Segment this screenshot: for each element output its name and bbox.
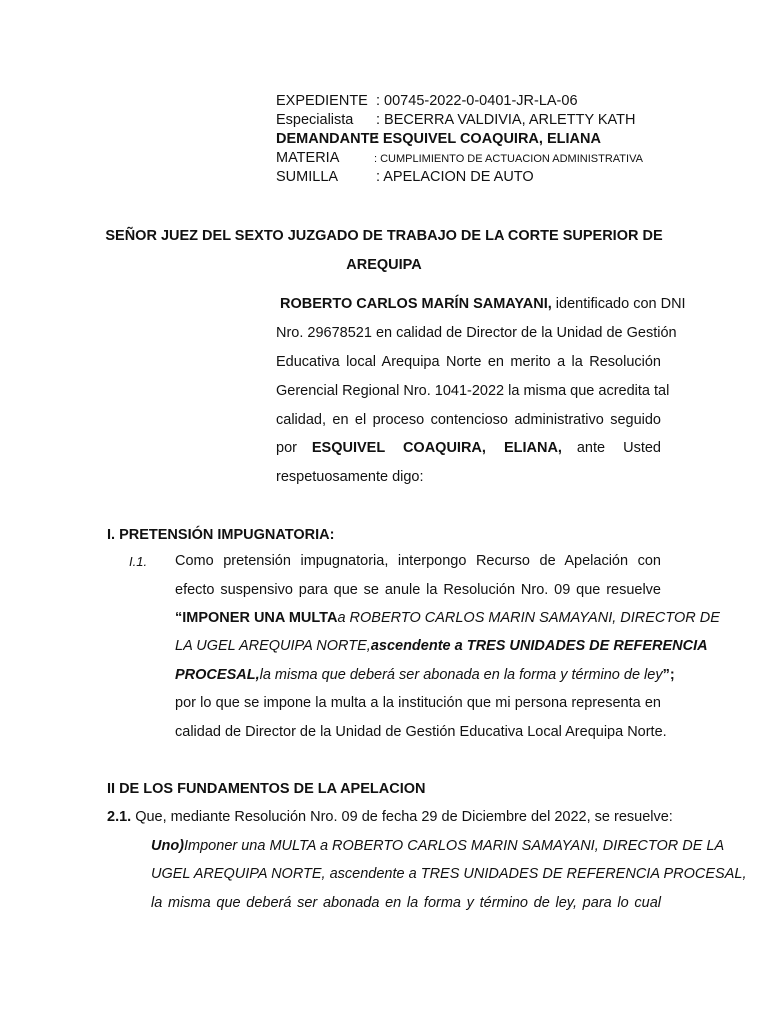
addressee-line-1: SEÑOR JUEZ DEL SEXTO JUZGADO DE TRABAJO DE LA CORTE SUPERIOR DE — [105, 228, 663, 244]
header-demandante-row — [276, 130, 601, 149]
intro-line-4: Gerencial Regional Nro. 1041-2022 la misma que acredita tal — [276, 383, 670, 399]
s2-quote-line-3: la misma que deberá ser abonada en la forma y término de ley, para lo cual — [151, 895, 661, 911]
intro-por: por — [276, 440, 297, 456]
s1-line-5 — [175, 667, 675, 683]
s2-paragraph-1 — [107, 809, 673, 825]
s1-line-5-italic: la misma que deberá ser abonada en la forma y término de ley — [259, 667, 663, 683]
especialista-value: : BECERRA VALDIVIA, ARLETTY KATH — [376, 112, 636, 128]
header-sumilla-row — [276, 168, 534, 187]
materia-label: MATERIA — [276, 150, 340, 166]
appellant-name: ROBERTO CARLOS MARÍN SAMAYANI, — [280, 296, 552, 312]
s2-quote-line-1-text: Imponer una MULTA a ROBERTO CARLOS MARIN SAMAYANI, DIRECTOR DE LA — [184, 838, 725, 854]
s2-item-number: 2.1. — [107, 809, 132, 825]
s1-line-3 — [175, 610, 720, 626]
intro-ante-usted: ante Usted — [576, 440, 661, 456]
intro-line-2: Nro. 29678521 en calidad de Director de la Unidad de Gestión — [276, 325, 677, 341]
s1-quote-close: ”; — [662, 667, 675, 683]
sumilla-label: SUMILLA — [276, 169, 339, 185]
s2-quote-line-2: UGEL AREQUIPA NORTE, ascendente a TRES UNIDADES DE REFERENCIA PROCESAL, — [151, 866, 747, 882]
intro-line-1 — [280, 296, 686, 312]
addressee-line-2: AREQUIPA — [346, 257, 422, 273]
s1-line-7: calidad de Director de la Unidad de Gestión Educativa Local Arequipa Norte. — [175, 724, 667, 740]
section-1-title: I. PRETENSIÓN IMPUGNATORIA: — [107, 527, 335, 543]
defendant-name: ESQUIVEL COAQUIRA, ELIANA, — [311, 440, 562, 456]
expediente-value: : 00745-2022-0-0401-JR-LA-06 — [376, 93, 578, 109]
intro-line-1-text: identificado con DNI — [551, 296, 686, 312]
item-number-1-1: I.1. — [129, 554, 148, 569]
s2-p1-text: Que, mediante Resolución Nro. 09 de fecha 29 de Diciembre del 2022, se resuelve: — [131, 809, 673, 825]
expediente-label: EXPEDIENTE — [276, 93, 368, 109]
s1-line-4-italic: LA UGEL AREQUIPA NORTE, — [175, 638, 371, 654]
header-materia-row — [276, 149, 643, 169]
s1-quote-open: “IMPONER UNA MULTA — [175, 610, 338, 626]
header-expediente-row — [276, 92, 578, 111]
s1-line-6: por lo que se impone la multa a la institución que mi persona representa en — [175, 695, 661, 711]
s2-quote-line-1 — [151, 838, 725, 854]
s1-line-5-bold: PROCESAL, — [175, 667, 260, 683]
sumilla-value: : APELACION DE AUTO — [376, 169, 534, 185]
intro-line-5: calidad, en el proceso contencioso administrativo seguido — [276, 412, 661, 428]
materia-value: : CUMPLIMIENTO DE ACTUACION ADMINISTRATIVA — [374, 153, 643, 165]
intro-line-6 — [276, 440, 661, 456]
intro-line-3: Educativa local Arequipa Norte en merito a la Resolución — [276, 354, 661, 370]
demandante-label: DEMANDANTE — [276, 131, 380, 147]
s1-line-2: efecto suspensivo para que se anule la Resolución Nro. 09 que resuelve — [175, 582, 661, 598]
s1-line-1: Como pretensión impugnatoria, interpongo Recurso de Apelación con — [175, 553, 661, 569]
s1-line-4 — [175, 638, 708, 654]
s2-uno: Uno) — [151, 838, 185, 854]
s1-line-3-italic: a ROBERTO CARLOS MARIN SAMAYANI, DIRECTOR DE — [337, 610, 720, 626]
section-2-title: II DE LOS FUNDAMENTOS DE LA APELACION — [107, 781, 426, 797]
header-especialista-row — [276, 111, 635, 130]
s1-line-4-bold: ascendente a TRES UNIDADES DE REFERENCIA — [370, 638, 708, 654]
especialista-label: Especialista — [276, 112, 354, 128]
intro-line-7: respetuosamente digo: — [276, 469, 424, 485]
demandante-value: : ESQUIVEL COAQUIRA, ELIANA — [374, 131, 601, 147]
